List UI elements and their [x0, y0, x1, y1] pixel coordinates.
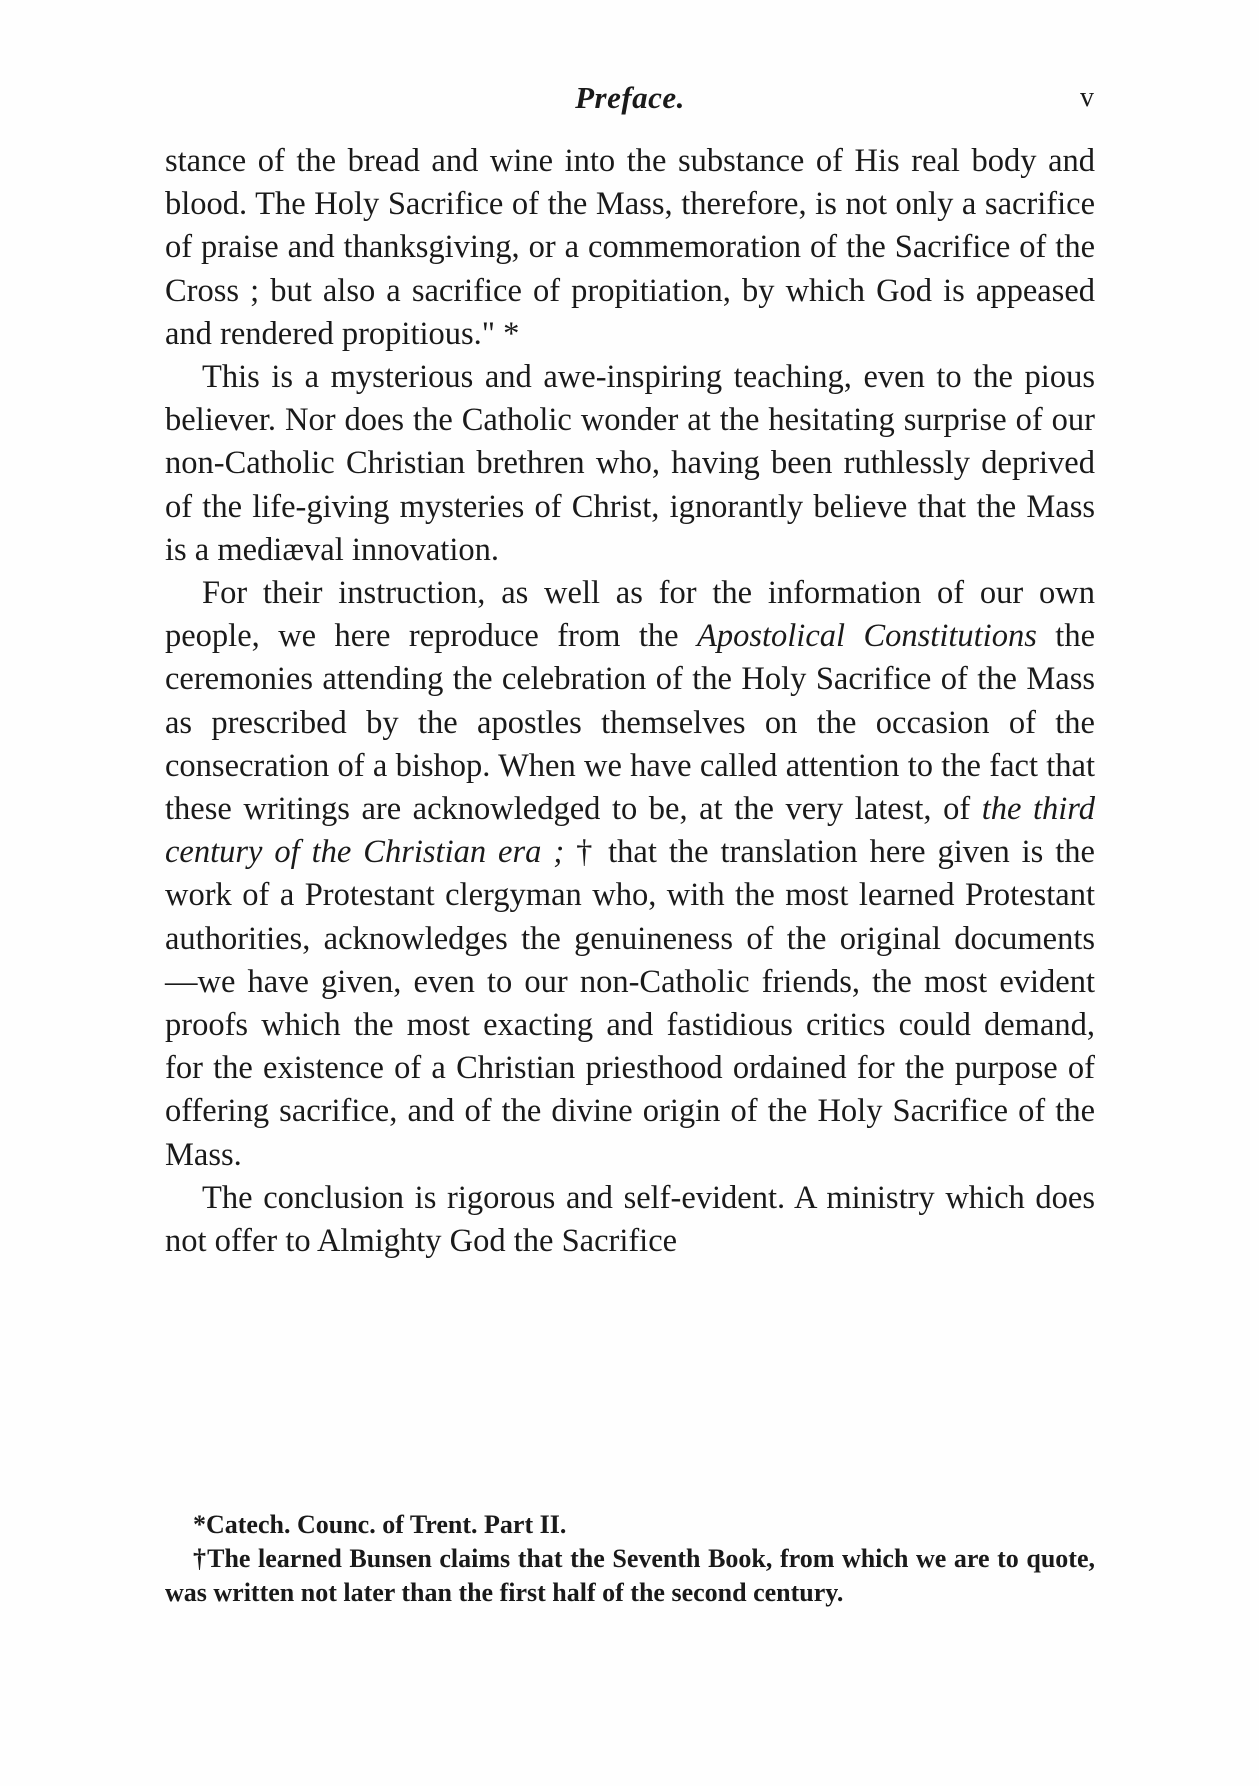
page-number: v	[1080, 82, 1095, 113]
italic-title-apostolical-constitutions: Apostolical Constitutions	[697, 618, 1037, 655]
paragraph-3-text-c: † that the translation here given is the work of a Protestant clergyman who, with the most learned Protestant authorities, acknowledges the genuineness of the original documents —we have given, even to our non-Catholic friends, the most evident proofs which the most exacting and fastidious critics could demand, for the existence of a Christian priesthood ordained for the purpose of offering sacrifice, and of the divine origin of the Holy Sacrifice of the Mass.	[165, 834, 1095, 1173]
italic-phrase-third-century: the third century of the Christian era ;	[165, 791, 1095, 871]
paragraph-3-text-b: the ceremonies attending the celebration of the Holy Sacrifice of the Mass as prescribed by the apostles themselves on the occasion of the consecration of a bishop. When we have called attention to the fact that these writings are acknowledged to be, at the very latest, of	[165, 618, 1095, 828]
footnote-1: *Catech. Counc. of Trent. Part II.	[193, 1510, 567, 1539]
paragraph-3-text-a: For their instruction, as well as for the information of our own people, we here reproduce from the	[165, 575, 1095, 655]
paragraph-3	[165, 572, 1095, 1177]
footnote-2: †The learned Bunsen claims that the Seventh Book, from which we are to quote, was written not later than the first half of the second century.	[165, 1544, 1095, 1607]
body-text	[165, 140, 1095, 1263]
paragraph-1: stance of the bread and wine into the substance of His real body and blood. The Holy Sacrifice of the Mass, therefore, is not only a sacrifice of praise and thanksgiving, or a commemoration of the Sacrifice of the Cross ; but also a sacrifice of propitiation, by which God is appeased and rendered propitious." *	[165, 143, 1095, 352]
paragraph-4: The conclusion is rigorous and self-evident. A ministry which does not offer to Almighty God the Sacrifice	[165, 1179, 1095, 1260]
paragraph-2: This is a mysterious and awe-inspiring teaching, even to the pious believer. Nor does the Catholic wonder at the hesitating surprise of our non-Catholic Christian brethren who, having been ruthlessly deprived of the life-giving mysteries of Christ, ignorantly believe that the Mass is a mediæval innovation.	[165, 359, 1095, 568]
running-head	[165, 80, 1095, 120]
footnotes	[165, 1508, 1095, 1610]
running-head-title: Preface.	[575, 80, 685, 115]
